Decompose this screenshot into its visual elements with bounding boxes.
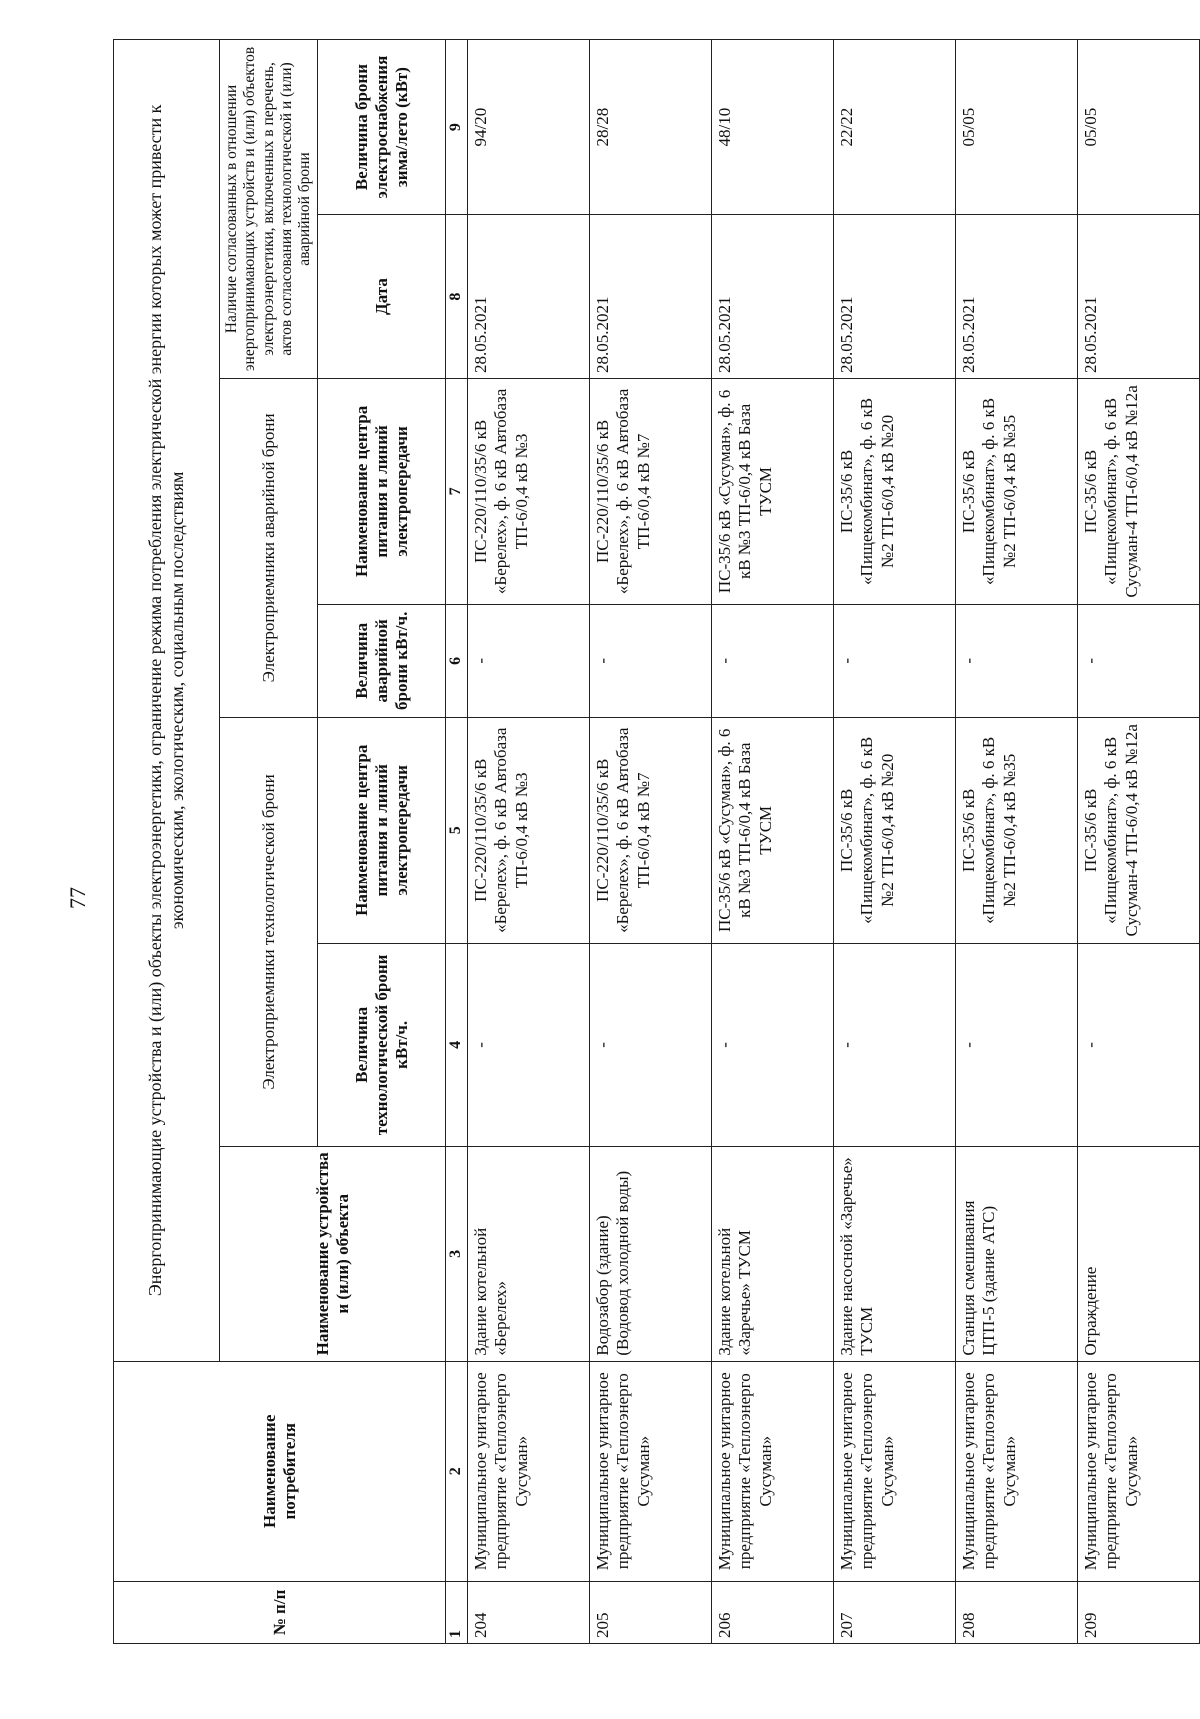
cell-object: Здание котельной «Берелех» <box>468 1147 590 1362</box>
cell-date: 28.05.2021 <box>468 215 590 379</box>
header-agree-date: Дата <box>318 215 446 379</box>
cell-value: 94/20 <box>468 40 590 215</box>
header-tech-center: Наименование центра питания и линий электропередачи <box>318 717 446 943</box>
cell-emerg-value: - <box>956 604 1078 717</box>
cell-value: 28/28 <box>590 40 712 215</box>
cell-tech-center: ПС-35/6 кВ «Сусуман», ф. 6 кВ №3 ТП-6/0,4 кВ База ТУСМ <box>712 717 834 943</box>
cell-tech-center: ПС-35/6 кВ «Пищекомбинат», ф. 6 кВ Сусуман-4 ТП-6/0,4 кВ №12а <box>1078 717 1200 943</box>
cell-num: 208 <box>956 1581 1078 1643</box>
table-row <box>712 40 834 1644</box>
cell-tech-value: - <box>712 943 834 1146</box>
cell-tech-center: ПС-220/110/35/6 кВ «Берелех», ф. 6 кВ Автобаза ТП-6/0,4 кВ №3 <box>468 717 590 943</box>
colnum-4: 4 <box>446 943 468 1146</box>
cell-tech-center: ПС-35/6 кВ «Пищекомбинат», ф. 6 кВ №2 ТП-6/0,4 кВ №20 <box>834 717 956 943</box>
cell-value: 05/05 <box>1078 40 1200 215</box>
header-top-title: Энергопринимающие устройства и (или) объекты электроэнергетики, ограничение режима потребления электрической энергии которых может привести к экономическим, экологическим, социальным последствиям <box>114 40 220 1362</box>
cell-consumer: Муниципальное унитарное предприятие «Теплоэнерго Сусуман» <box>468 1361 590 1581</box>
colnum-7: 7 <box>446 378 468 604</box>
header-emerg-value: Величина аварийной брони кВт/ч. <box>318 604 446 717</box>
cell-emerg-value: - <box>590 604 712 717</box>
table-row <box>834 40 956 1644</box>
table-row <box>468 40 590 1644</box>
cell-consumer: Муниципальное унитарное предприятие «Теплоэнерго Сусуман» <box>590 1361 712 1581</box>
colnum-5: 5 <box>446 717 468 943</box>
cell-object: Здание котельной «Заречье» ТУСМ <box>712 1147 834 1362</box>
cell-emerg-value: - <box>712 604 834 717</box>
cell-emerg-center: ПС-220/110/35/6 кВ «Берелех», ф. 6 кВ Автобаза ТП-6/0,4 кВ №3 <box>468 378 590 604</box>
cell-object: Ограждение <box>1078 1147 1200 1362</box>
header-agree-value: Величина брони электроснабжения зима/лето (кВт) <box>318 40 446 215</box>
cell-value: 48/10 <box>712 40 834 215</box>
cell-tech-value: - <box>590 943 712 1146</box>
reservation-table <box>113 39 1200 1644</box>
table-row <box>1078 40 1200 1644</box>
cell-emerg-center: ПС-35/6 кВ «Пищекомбинат», ф. 6 кВ Сусуман-4 ТП-6/0,4 кВ №12а <box>1078 378 1200 604</box>
cell-value: 22/22 <box>834 40 956 215</box>
colnum-6: 6 <box>446 604 468 717</box>
cell-tech-value: - <box>956 943 1078 1146</box>
colnum-1: 1 <box>446 1581 468 1643</box>
cell-date: 28.05.2021 <box>590 215 712 379</box>
cell-date: 28.05.2021 <box>1078 215 1200 379</box>
cell-emerg-value: - <box>468 604 590 717</box>
colnum-9: 9 <box>446 40 468 215</box>
page-number: 77 <box>65 887 90 909</box>
cell-date: 28.05.2021 <box>956 215 1078 379</box>
cell-emerg-value: - <box>1078 604 1200 717</box>
cell-consumer: Муниципальное унитарное предприятие «Теплоэнерго Сусуман» <box>712 1361 834 1581</box>
colnum-8: 8 <box>446 215 468 379</box>
cell-tech-center: ПС-35/6 кВ «Пищекомбинат», ф. 6 кВ №2 ТП-6/0,4 кВ №35 <box>956 717 1078 943</box>
cell-emerg-center: ПС-35/6 кВ «Пищекомбинат», ф. 6 кВ №2 ТП-6/0,4 кВ №20 <box>834 378 956 604</box>
cell-object: Здание насосной «Заречье» ТУСМ <box>834 1147 956 1362</box>
cell-consumer: Муниципальное унитарное предприятие «Теплоэнерго Сусуман» <box>1078 1361 1200 1581</box>
cell-tech-value: - <box>468 943 590 1146</box>
cell-object: Водозабор (здание) (Водовод холодной воды) <box>590 1147 712 1362</box>
cell-date: 28.05.2021 <box>834 215 956 379</box>
cell-num: 204 <box>468 1581 590 1643</box>
cell-num: 209 <box>1078 1581 1200 1643</box>
header-consumer: Наименование потребителя <box>114 1361 446 1581</box>
cell-tech-center: ПС-220/110/35/6 кВ «Берелех», ф. 6 кВ Автобаза ТП-6/0,4 кВ №7 <box>590 717 712 943</box>
cell-emerg-value: - <box>834 604 956 717</box>
rotated-table-container <box>113 39 1161 1644</box>
header-tech-value: Величина технологической брони кВт/ч. <box>318 943 446 1146</box>
table-row <box>590 40 712 1644</box>
header-emerg-center: Наименование центра питания и линий электропередачи <box>318 378 446 604</box>
header-num: № п/п <box>114 1581 446 1643</box>
cell-consumer: Муниципальное унитарное предприятие «Теплоэнерго Сусуман» <box>834 1361 956 1581</box>
cell-tech-value: - <box>1078 943 1200 1146</box>
header-group-agree: Наличие согласованных в отношении энергопринимающих устройств и (или) объектов электроэнергетики, включенных в перечень, актов согласования технологической и (или) аварийной брони <box>220 40 318 379</box>
colnum-2: 2 <box>446 1361 468 1581</box>
cell-date: 28.05.2021 <box>712 215 834 379</box>
header-object: Наименование устройства и (или) объекта <box>220 1147 446 1362</box>
cell-tech-value: - <box>834 943 956 1146</box>
cell-num: 205 <box>590 1581 712 1643</box>
cell-num: 206 <box>712 1581 834 1643</box>
table-row <box>956 40 1078 1644</box>
header-group-tech: Электроприемники технологической брони <box>220 717 318 1146</box>
colnum-3: 3 <box>446 1147 468 1362</box>
cell-num: 207 <box>834 1581 956 1643</box>
cell-emerg-center: ПС-35/6 кВ «Пищекомбинат», ф. 6 кВ №2 ТП-6/0,4 кВ №35 <box>956 378 1078 604</box>
cell-emerg-center: ПС-35/6 кВ «Сусуман», ф. 6 кВ №3 ТП-6/0,4 кВ База ТУСМ <box>712 378 834 604</box>
header-group-emerg: Электроприемники аварийной брони <box>220 378 318 717</box>
cell-value: 05/05 <box>956 40 1078 215</box>
cell-object: Станция смешивания ЦТП-5 (здание АТС) <box>956 1147 1078 1362</box>
cell-emerg-center: ПС-220/110/35/6 кВ «Берелех», ф. 6 кВ Автобаза ТП-6/0,4 кВ №7 <box>590 378 712 604</box>
cell-consumer: Муниципальное унитарное предприятие «Теплоэнерго Сусуман» <box>956 1361 1078 1581</box>
